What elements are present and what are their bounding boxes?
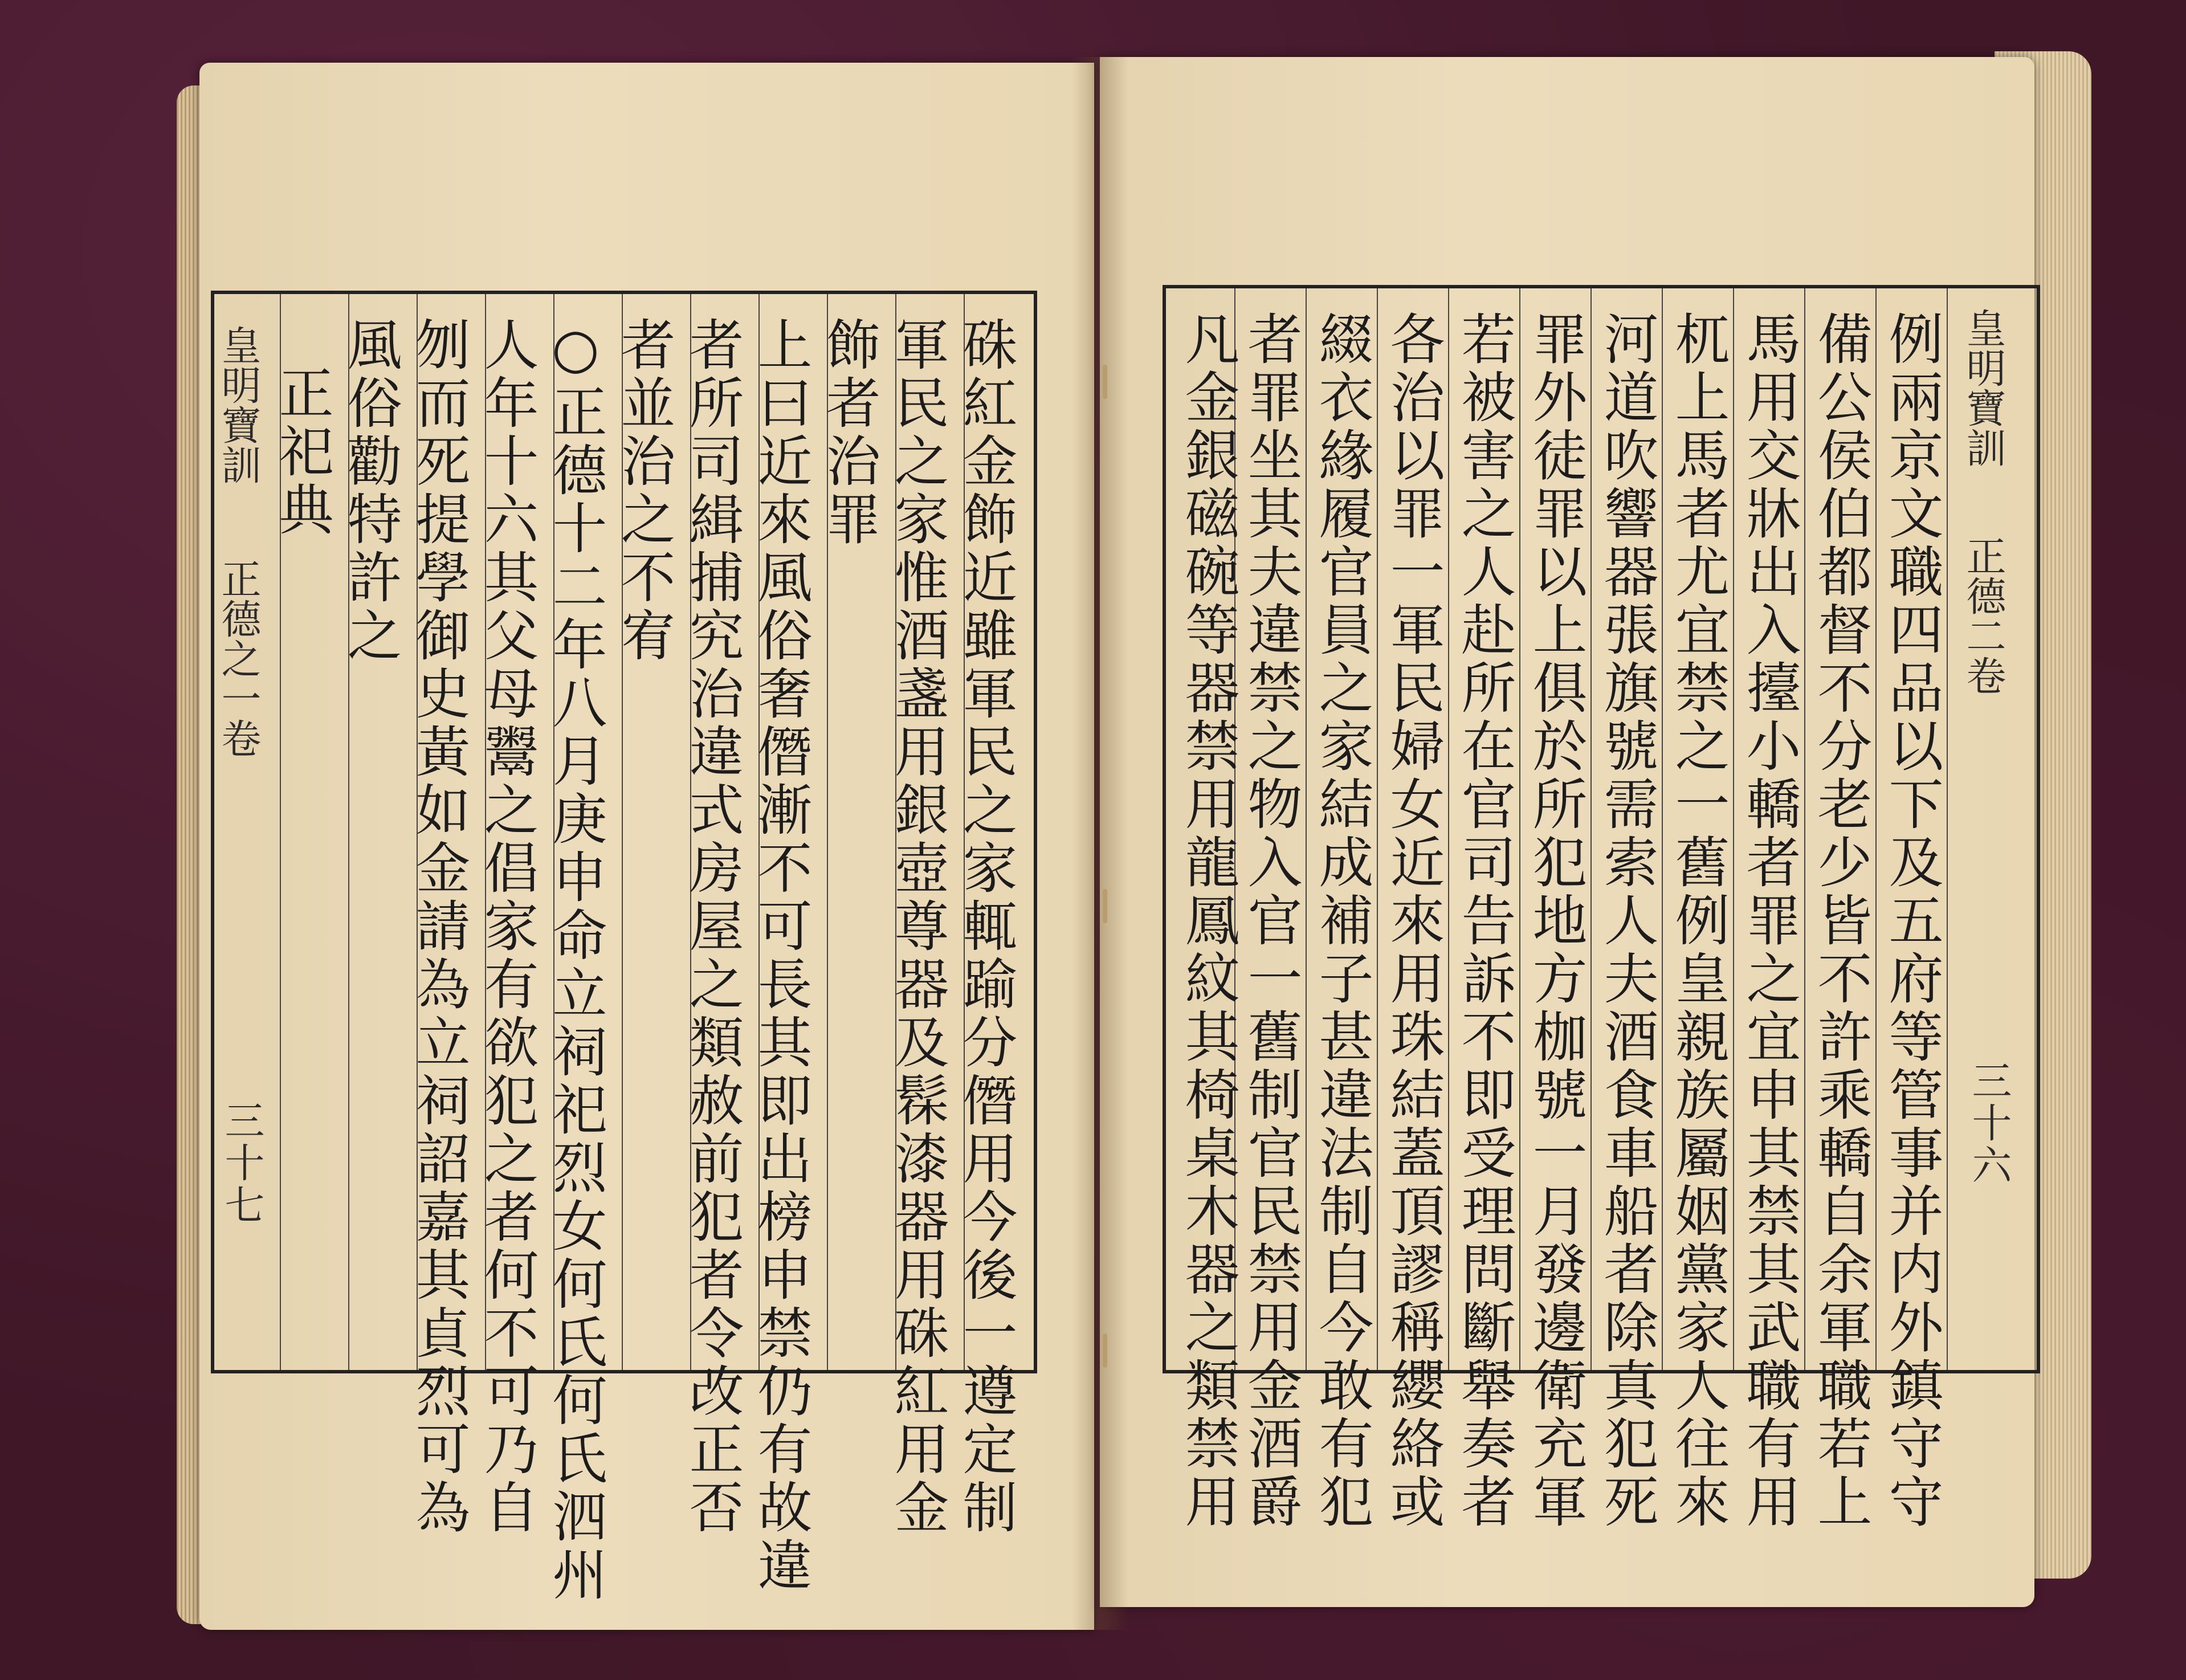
right-column-5: 河道吹響器張旗號需索人夫酒食車船者除真犯死 <box>1595 311 1659 1531</box>
right-column-9: 綴衣緣履官員之家結成補子甚違法制自今敢有犯 <box>1310 311 1374 1531</box>
left-column-5: 者所司緝捕究治違式房屋之類赦前犯者令改正否 <box>680 316 744 1537</box>
right-margin-title: 皇明寶訓 <box>1960 308 2006 467</box>
left-column-4: 上曰近來風俗奢僭漸不可長其即出榜申禁仍有故違 <box>749 316 813 1595</box>
right-column-6: 罪外徒罪以上俱於所犯地方枷號一月發邊衛充軍 <box>1524 311 1588 1531</box>
left-column-3: 飾者治罪 <box>817 316 881 549</box>
binding-stitch <box>1103 365 1107 399</box>
left-column-6: 者並治之不宥 <box>612 316 676 665</box>
right-column-1: 例兩京文職四品以下及五府等管事并内外鎮守守 <box>1880 311 1944 1531</box>
left-column-10: 風俗勸特許之 <box>338 316 402 665</box>
right-column-7: 若被害之人赴所在官司告訴不即受理問斷舉奏者 <box>1453 311 1516 1531</box>
left-column-7: ○正德十二年八月庚申命立祠祀烈女何氏何氏泗州 <box>544 316 607 1604</box>
right-column-3: 馬用交牀出入擡小轎者罪之宜申其禁其武職有用 <box>1738 311 1801 1531</box>
left-column-11: 正祀典 <box>270 365 334 539</box>
binding-stitch <box>1103 1334 1107 1368</box>
left-column-8: 人年十六其父母鬻之倡家有欲犯之者何不可乃自 <box>475 316 539 1537</box>
right-column-11: 凡金銀磁碗等器禁用龍鳳紋其椅桌木器之類禁用 <box>1176 311 1240 1531</box>
left-column-2: 軍民之家惟酒盞用銀壺尊器及髹漆器用硃紅用金 <box>886 316 949 1537</box>
left-column-1: 硃紅金飾近雖軍民之家輒踰分僭用今後一遵定制 <box>954 316 1018 1537</box>
right-column-4: 杌上馬者尤宜禁之一舊例皇親族屬姻黨家人往來 <box>1666 311 1730 1531</box>
right-margin-volume: 正德二卷 <box>1960 536 2006 695</box>
left-margin-title: 皇明寶訓 <box>215 325 262 484</box>
left-margin-volume: 正德之一卷 <box>215 558 262 758</box>
right-margin-folio: 三十六 <box>1965 1060 2012 1186</box>
left-column-9: 刎而死提學御史黃如金請為立祠詔嘉其貞烈可為 <box>407 316 471 1537</box>
book-gutter <box>1071 57 1128 1630</box>
binding-stitch <box>1103 889 1107 923</box>
left-margin-folio: 三十七 <box>218 1100 265 1226</box>
right-column-2: 備公侯伯都督不分老少皆不許乘轎自余軍職若上 <box>1809 311 1873 1531</box>
right-column-8: 各治以罪一軍民婦女近來用珠結蓋頂謬稱纓絡或 <box>1381 311 1445 1531</box>
right-column-10: 者罪坐其夫違禁之物入官一舊制官民禁用金酒爵 <box>1239 311 1303 1531</box>
